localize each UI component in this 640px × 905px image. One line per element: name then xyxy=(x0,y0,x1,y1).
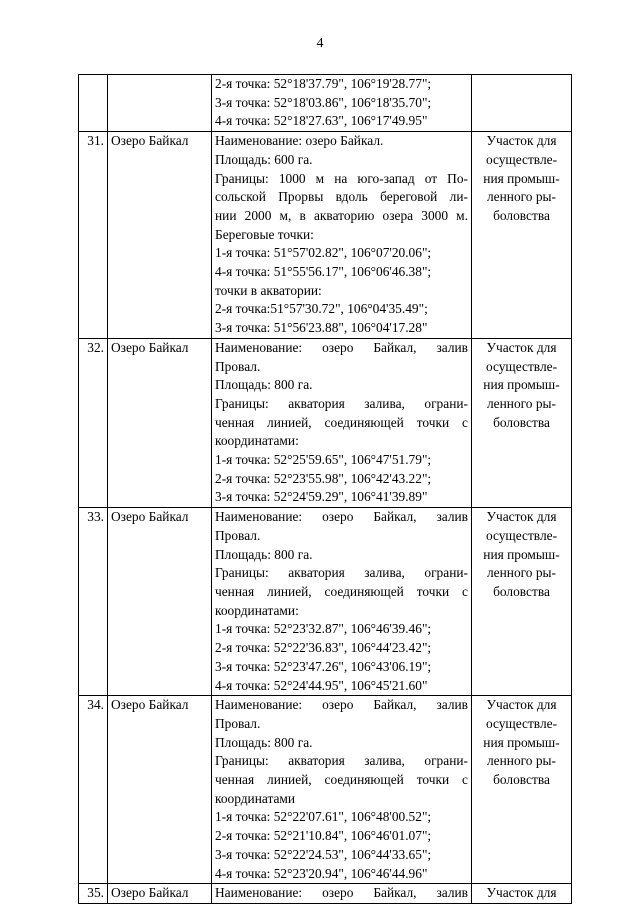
description-line: 2-я точка: 52°22'36.83", 106°44'23.42"; xyxy=(215,640,432,656)
row-number: 34. xyxy=(79,696,108,884)
page-number: 4 xyxy=(316,36,324,51)
purpose-line: осуществле- xyxy=(485,715,558,731)
purpose-line: ленного ры- xyxy=(486,753,556,769)
purpose-line: боловства xyxy=(493,583,550,599)
table-row xyxy=(79,338,572,507)
purpose-line: Участок для xyxy=(486,697,557,713)
description-line: 1-я точка: 52°23'32.87", 106°46'39.46"; xyxy=(215,621,432,637)
description-line: Площадь: 800 га. xyxy=(215,377,313,393)
water-body-name: Озеро Байкал xyxy=(108,696,212,884)
description-line: Границы: акватория залива, ограни- xyxy=(215,395,468,411)
description-line: Наименование: озеро Байкал, залив xyxy=(215,339,468,355)
purpose-line: ния промыш- xyxy=(483,377,560,393)
purpose-line: Участок для xyxy=(486,133,557,149)
site-purpose xyxy=(472,338,572,507)
site-description xyxy=(212,338,472,507)
row-number: 31. xyxy=(79,132,108,339)
description-line: координатами: xyxy=(215,602,299,618)
purpose-line: ния промыш- xyxy=(483,170,560,186)
description-line: Наименование: озеро Байкал, залив xyxy=(215,509,468,525)
purpose-line: ния промыш- xyxy=(483,734,560,750)
purpose-line: Участок для xyxy=(486,885,557,901)
description-line: 3-я точка: 52°22'24.53", 106°44'33.65"; xyxy=(215,846,432,862)
description-line: Провал. xyxy=(215,527,261,543)
description-line: ченная линией, соединяющей точки с xyxy=(215,772,468,788)
description-line: 1-я точка: 52°25'59.65", 106°47'51.79"; xyxy=(215,452,432,468)
description-line: 1-я точка: 51°57'02.82", 106°07'20.06"; xyxy=(215,245,432,261)
description-line: ченная линией, соединяющей точки с xyxy=(215,414,468,430)
water-body-name xyxy=(108,75,212,132)
site-description xyxy=(212,508,472,696)
description-line: нии 2000 м, в акваторию озера 3000 м. xyxy=(215,207,468,223)
description-line: Наименование: озеро Байкал, залив xyxy=(215,697,468,713)
table-row xyxy=(79,75,572,132)
description-line: 3-я точка: 52°24'59.29", 106°41'39.89" xyxy=(215,489,428,505)
purpose-line: боловства xyxy=(493,414,550,430)
description-line: Провал. xyxy=(215,358,261,374)
description-line: Площадь: 800 га. xyxy=(215,734,313,750)
row-number: 35. xyxy=(79,884,108,904)
site-purpose xyxy=(472,75,572,132)
description-line: 3-я точка: 51°56'23.88", 106°04'17.28" xyxy=(215,320,428,336)
purpose-line: осуществле- xyxy=(485,527,558,543)
description-line: 2-я точка:51°57'30.72", 106°04'35.49"; xyxy=(215,301,428,317)
description-line: 4-я точка: 52°24'44.95", 106°45'21.60" xyxy=(215,677,428,693)
description-line: Береговые точки: xyxy=(215,226,314,242)
purpose-line: Участок для xyxy=(486,339,557,355)
description-line: Наименование: озеро Байкал, залив xyxy=(215,885,468,901)
description-line: 3-я точка: 52°18'03.86", 106°18'35.70"; xyxy=(215,94,432,110)
description-line: 4-я точка: 51°55'56.17", 106°06'46.38"; xyxy=(215,264,432,280)
description-line: 1-я точка: 52°22'07.61", 106°48'00.52"; xyxy=(215,809,432,825)
site-purpose xyxy=(472,696,572,884)
purpose-line: осуществле- xyxy=(485,151,558,167)
description-line: Наименование: озеро Байкал. xyxy=(215,133,384,149)
purpose-line: осуществле- xyxy=(485,358,558,374)
table-row xyxy=(79,696,572,884)
purpose-line: Участок для xyxy=(486,509,557,525)
row-number: 33. xyxy=(79,508,108,696)
description-line: координатами: xyxy=(215,433,299,449)
purpose-line: ленного ры- xyxy=(486,395,556,411)
description-line: 4-я точка: 52°18'27.63", 106°17'49.95" xyxy=(215,113,428,129)
description-line: 4-я точка: 52°23'20.94", 106°46'44.96" xyxy=(215,865,428,881)
description-line: Границы: акватория залива, ограни- xyxy=(215,565,468,581)
description-line: ченная линией, соединяющей точки с xyxy=(215,583,468,599)
water-body-name: Озеро Байкал xyxy=(108,508,212,696)
purpose-line: боловства xyxy=(493,207,550,223)
purpose-line: боловства xyxy=(493,772,550,788)
description-line: точки в акватории: xyxy=(215,282,322,298)
description-line: 2-я точка: 52°18'37.79", 106°19'28.77"; xyxy=(215,76,432,91)
purpose-line: ленного ры- xyxy=(486,189,556,205)
table-row xyxy=(79,884,572,904)
description-line: Провал. xyxy=(215,715,261,731)
table-body xyxy=(79,75,572,904)
description-line: Границы: 1000 м на юго-запад от По- xyxy=(215,170,468,186)
purpose-line: ния промыш- xyxy=(483,546,560,562)
description-line: сольской Прорвы вдоль береговой ли- xyxy=(215,189,468,205)
table-row xyxy=(79,132,572,339)
row-number xyxy=(79,75,108,132)
description-line: координатами xyxy=(215,790,296,806)
water-body-name: Озеро Байкал xyxy=(108,132,212,339)
purpose-line: ленного ры- xyxy=(486,565,556,581)
water-body-name: Озеро Байкал xyxy=(108,338,212,507)
description-line: Площадь: 600 га. xyxy=(215,151,313,167)
site-description xyxy=(212,696,472,884)
description-line: 3-я точка: 52°23'47.26", 106°43'06.19"; xyxy=(215,658,432,674)
description-line: 2-я точка: 52°21'10.84", 106°46'01.07"; xyxy=(215,828,432,844)
site-purpose xyxy=(472,132,572,339)
water-body-name: Озеро Байкал xyxy=(108,884,212,904)
site-purpose xyxy=(472,508,572,696)
description-line: 2-я точка: 52°23'55.98", 106°42'43.22"; xyxy=(215,470,432,486)
site-description xyxy=(212,884,472,904)
site-description xyxy=(212,132,472,339)
site-description xyxy=(212,75,472,132)
row-number: 32. xyxy=(79,338,108,507)
description-line: Границы: акватория залива, ограни- xyxy=(215,753,468,769)
fishing-sites-table xyxy=(78,74,572,904)
table-row xyxy=(79,508,572,696)
description-line: Площадь: 800 га. xyxy=(215,546,313,562)
site-purpose xyxy=(472,884,572,904)
